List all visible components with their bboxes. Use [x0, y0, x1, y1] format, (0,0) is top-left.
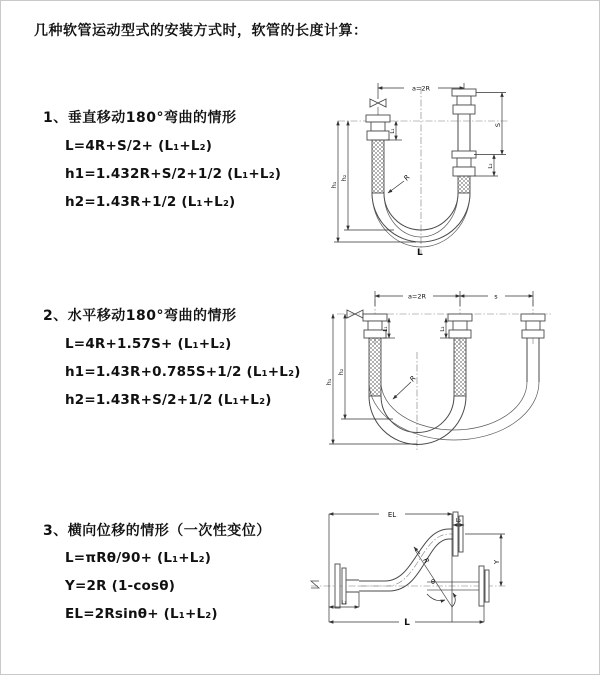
valve-icon	[370, 99, 386, 115]
section-1-formula-L: L=4R+S/2+ (L₁+L₂)	[65, 138, 213, 154]
right-upper-flange-fitting	[452, 89, 476, 114]
section-3-formula-EL: EL=2Rsinθ+ (L₁+L₂)	[65, 606, 218, 622]
section-3-formula-Y: Y=2R (1-cosθ)	[65, 578, 176, 594]
dim-label-theta: θ	[431, 578, 435, 586]
dim-label-l2: L₂	[455, 518, 462, 524]
dim-label-y: Y	[493, 559, 501, 565]
dim-label-stroke: s	[494, 292, 498, 301]
dim-label-h1: h₁	[330, 181, 338, 189]
right-lower-flange-fitting	[452, 151, 476, 176]
dim-label-el: EL	[387, 511, 397, 519]
section-3-formula-L: L=πRθ/90+ (L₁+L₂)	[65, 550, 212, 566]
left-braid-section	[372, 140, 384, 193]
left-braid-section	[369, 338, 381, 396]
dim-label-span: a=2R	[407, 292, 427, 301]
section-2-formula-h1: h1=1.43R+0.785S+1/2 (L₁+L₂)	[65, 364, 301, 380]
dim-label-radius: R	[421, 556, 431, 566]
section-1-formula-h1: h1=1.432R+S/2+1/2 (L₁+L₂)	[65, 166, 282, 182]
dim-label-span: a=2R	[411, 84, 431, 93]
valve-icon	[347, 310, 363, 318]
diagram-horizontal-180-bend	[323, 284, 588, 456]
dim-label-h2: h₂	[340, 174, 348, 182]
section-3-heading: 3、横向位移的情形（一次性变位）	[43, 523, 271, 539]
dim-label-s: S	[494, 122, 502, 128]
dim-label-h1: h₁	[325, 378, 333, 386]
dim-label-l2: L₂	[488, 163, 494, 169]
right-flange-fitting	[521, 314, 545, 338]
dim-label-l1: L₁	[390, 128, 396, 134]
section-2-formula-h2: h2=1.43R+S/2+1/2 (L₁+L₂)	[65, 392, 272, 408]
dim-label-l1: L₁	[383, 326, 389, 332]
page-title: 几种软管运动型式的安装方式时，软管的长度计算：	[34, 23, 368, 39]
right-braid-section	[458, 176, 470, 193]
dim-label-radius: R	[408, 374, 418, 384]
dim-label-length: L	[404, 618, 410, 628]
diagram-vertical-180-bend	[316, 73, 531, 258]
right-pipe	[458, 114, 470, 151]
right-flange-fitting	[479, 566, 489, 606]
dim-label-l1: L₁	[341, 600, 347, 606]
dim-label-l2: L₂	[440, 326, 446, 332]
dim-label-h2: h₂	[337, 368, 345, 376]
diagram-lateral-displacement	[307, 504, 517, 651]
left-flange-fitting	[363, 314, 387, 338]
section-2-formula-L: L=4R+1.57S+ (L₁+L₂)	[65, 336, 232, 352]
middle-braid-section	[454, 338, 466, 396]
section-1-formula-h2: h2=1.43R+1/2 (L₁+L₂)	[65, 194, 236, 210]
section-2-heading: 2、水平移动180°弯曲的情形	[43, 308, 237, 324]
middle-flange-fitting	[448, 314, 472, 338]
section-1-heading: 1、垂直移动180°弯曲的情形	[43, 110, 237, 126]
centerline-symbol	[311, 581, 319, 588]
dim-label-radius: R	[402, 173, 412, 183]
dim-label-length: L	[417, 248, 423, 258]
dimension-annotations	[329, 511, 501, 628]
left-flange-fitting	[366, 115, 390, 140]
right-pipe	[527, 338, 539, 382]
dimension-annotations	[330, 83, 506, 258]
